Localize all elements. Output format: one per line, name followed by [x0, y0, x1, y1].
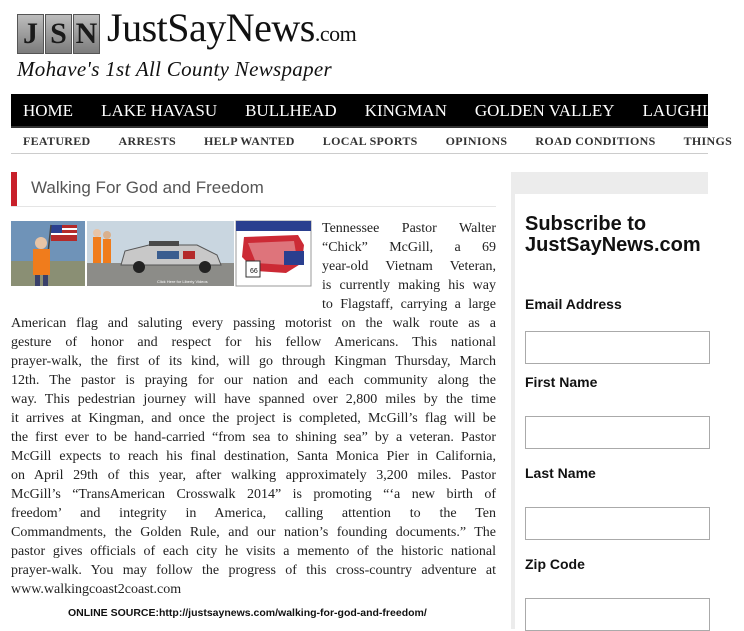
article-line: it arrives at Kingman, and once the project is completed, McGill’s flag will be — [11, 411, 496, 426]
article-line: “Chick” McGill, a 69 — [322, 240, 496, 255]
article-title[interactable]: Walking For God and Freedom — [31, 178, 264, 197]
article-line: pastor gives officials of each city he visits a memento of the historic national — [11, 544, 496, 559]
article-line: American flag and saluting every passing motorist on the walk route as a — [11, 316, 496, 331]
nav-item-home[interactable]: HOME — [23, 101, 74, 120]
logo-letter-s: S — [45, 14, 72, 54]
subnav-item-help-wanted[interactable]: HELP WANTED — [203, 134, 295, 148]
logo-letter-n: N — [73, 14, 100, 54]
logo-wordmark — [107, 5, 357, 54]
subnav-item-road-conditions[interactable]: ROAD CONDITIONS — [535, 134, 656, 148]
article-line: on April 29th of this year, after walking approximately 3,200 miles. Pastor — [11, 468, 496, 483]
logo-letter-j: J — [17, 14, 44, 54]
article-image-strip[interactable] — [11, 221, 311, 286]
subnav-item-things[interactable]: THINGS — [683, 134, 733, 148]
last-name-field[interactable] — [525, 507, 710, 540]
photo-caption: Click Here for Liberty Videos — [157, 279, 208, 284]
site-logo[interactable] — [17, 5, 357, 54]
article-line: Commandments, the Golden Rule, and our nation’s founding documents.” The — [11, 525, 496, 540]
zip-code-label: Zip Code — [525, 556, 585, 572]
article-line: freedom’ and integrity in America, calling attention to the Ten — [11, 506, 496, 521]
article-line: prayer-walk, the first of its kind, will go through Kingman Thursday, March — [11, 354, 496, 369]
article-line: the first ever to be hand-carried “from sea to shining sea” by a veteran. Pastor — [11, 430, 496, 445]
article-title-bar — [11, 172, 496, 207]
article-link-website[interactable]: www.walkingcoast2coast.com — [11, 582, 182, 597]
nav-item-golden-valley[interactable]: GOLDEN VALLEY — [474, 101, 615, 120]
first-name-label: First Name — [525, 374, 598, 390]
article-line: McGill’s “TransAmerican Crosswalk 2014” is promoting “‘a new birth of — [11, 487, 496, 502]
svg-text:66: 66 — [250, 268, 258, 275]
subnav-item-local-sports[interactable]: LOCAL SPORTS — [322, 134, 418, 148]
nav-item-bullhead[interactable]: BULLHEAD — [245, 101, 337, 120]
article-line: 12th. The pastor is praying for our nation and each community along the — [11, 373, 496, 388]
article-line: McGill expects to reach his final destination, Santa Monica Pier in California, — [11, 449, 496, 464]
subnav-item-featured[interactable]: FEATURED — [23, 134, 91, 148]
article-line: is currently making his way — [322, 278, 496, 293]
subscribe-form — [515, 194, 708, 629]
photo-transamerican-crosswalk-logo — [236, 221, 311, 286]
logo-tld: .com — [314, 21, 357, 46]
email-field[interactable] — [525, 331, 710, 364]
article-line: prayer-walk. You may follow the progress of this cross-country adventure at — [11, 563, 496, 578]
subnav-item-arrests[interactable]: ARRESTS — [118, 134, 176, 148]
subscribe-sidebar — [511, 172, 708, 629]
photo-pastor-with-flag — [11, 221, 85, 286]
article-line: year-old Vietnam Veteran, — [322, 259, 496, 274]
sub-nav — [11, 128, 733, 154]
article-line: Tennessee Pastor Walter — [322, 221, 496, 236]
last-name-label: Last Name — [525, 465, 596, 481]
online-source-line: ONLINE SOURCE:http://justsaynews.com/walking-for-god-and-freedom/ — [68, 607, 427, 619]
article-line: way. This pedestrian journey will have spanned over 2,800 miles by the time — [11, 392, 496, 407]
title-accent-bar — [11, 172, 17, 206]
main-nav — [11, 94, 731, 128]
site-tagline: Mohave's 1st All County Newspaper — [17, 57, 332, 81]
article-body-intro — [322, 219, 496, 314]
article-line: to Flagstaff, carrying a large — [322, 297, 496, 312]
subscribe-title: Subscribe to JustSayNews.com — [525, 213, 701, 256]
article-body — [11, 314, 496, 599]
article-line: gesture of honor and respect for his fellow Americans. This national — [11, 335, 496, 350]
photo-walkers-and-car — [87, 221, 234, 286]
logo-name: JustSayNews — [107, 5, 315, 50]
first-name-field[interactable] — [525, 416, 710, 449]
nav-item-kingman[interactable]: KINGMAN — [364, 101, 447, 120]
nav-item-lake-havasu[interactable]: LAKE HAVASU — [101, 101, 218, 120]
nav-item-laughlin[interactable]: LAUGHLIN — [642, 101, 731, 120]
email-label: Email Address — [525, 296, 622, 312]
subnav-item-opinions[interactable]: OPINIONS — [445, 134, 508, 148]
zip-code-field[interactable] — [525, 598, 710, 631]
